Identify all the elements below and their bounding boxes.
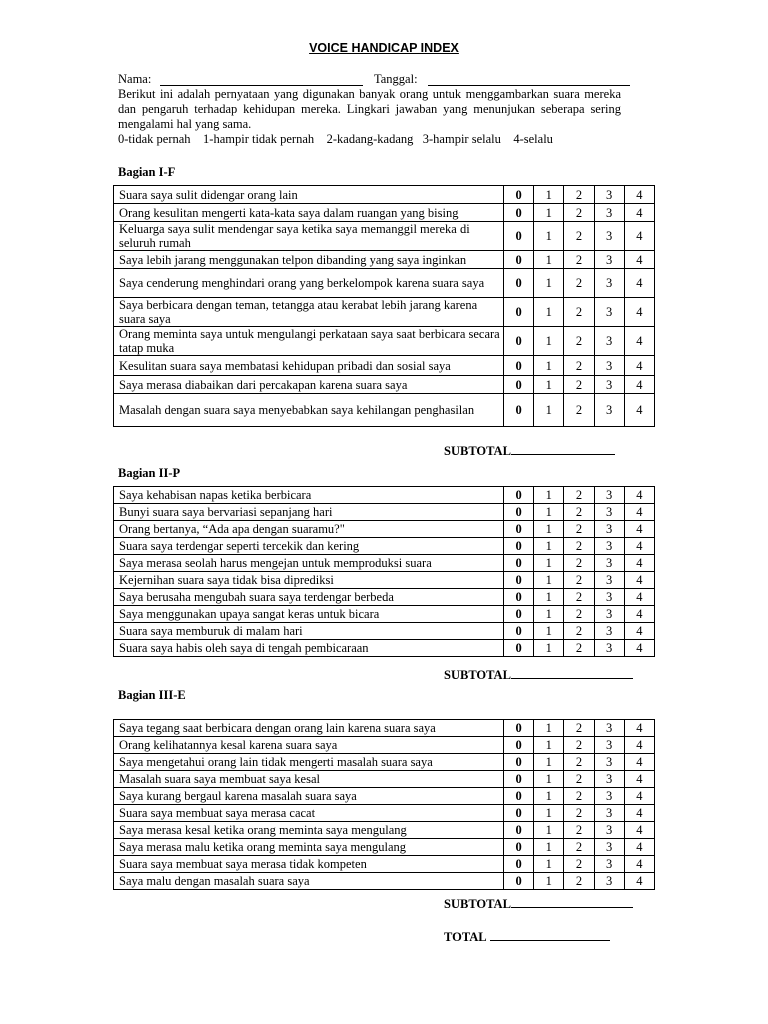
- subtotal-label: SUBTOTAL: [444, 668, 511, 682]
- question-row: [114, 298, 655, 327]
- question-text: Suara saya membuat saya merasa cacat: [114, 805, 504, 822]
- option-3[interactable]: 3: [594, 222, 624, 251]
- option-0[interactable]: 0: [504, 269, 534, 298]
- name-date-row: [118, 72, 621, 87]
- question-row: [114, 204, 655, 222]
- option-1[interactable]: 1: [534, 487, 564, 504]
- option-2[interactable]: 2: [564, 572, 594, 589]
- option-4[interactable]: 4: [624, 873, 654, 890]
- option-3[interactable]: 3: [594, 572, 624, 589]
- question-row: [114, 788, 655, 805]
- option-3[interactable]: 3: [594, 356, 624, 376]
- question-row: [114, 572, 655, 589]
- option-0[interactable]: 0: [504, 788, 534, 805]
- question-row: [114, 327, 655, 356]
- option-1[interactable]: 1: [534, 606, 564, 623]
- option-1[interactable]: 1: [534, 856, 564, 873]
- option-0[interactable]: 0: [504, 298, 534, 327]
- option-3[interactable]: 3: [594, 521, 624, 538]
- subtotal-field[interactable]: [511, 896, 633, 908]
- question-row: [114, 822, 655, 839]
- option-2[interactable]: 2: [564, 521, 594, 538]
- page-title: VOICE HANDICAP INDEX: [309, 41, 459, 55]
- question-row: [114, 222, 655, 251]
- option-3[interactable]: 3: [594, 504, 624, 521]
- option-1[interactable]: 1: [534, 788, 564, 805]
- option-0[interactable]: 0: [504, 640, 534, 657]
- option-3[interactable]: 3: [594, 487, 624, 504]
- option-2[interactable]: 2: [564, 754, 594, 771]
- option-2[interactable]: 2: [564, 805, 594, 822]
- question-table-1: [113, 185, 655, 427]
- date-label: Tanggal:: [374, 72, 418, 86]
- option-3[interactable]: 3: [594, 856, 624, 873]
- option-3[interactable]: 3: [594, 555, 624, 572]
- option-1[interactable]: 1: [534, 376, 564, 394]
- option-4[interactable]: 4: [624, 327, 654, 356]
- option-2[interactable]: 2: [564, 873, 594, 890]
- option-3[interactable]: 3: [594, 873, 624, 890]
- name-label: Nama:: [118, 72, 152, 86]
- option-0[interactable]: 0: [504, 737, 534, 754]
- question-row: [114, 521, 655, 538]
- question-row: [114, 737, 655, 754]
- option-3[interactable]: 3: [594, 720, 624, 737]
- option-1[interactable]: 1: [534, 538, 564, 555]
- question-row: [114, 394, 655, 427]
- option-1[interactable]: 1: [534, 521, 564, 538]
- option-0[interactable]: 0: [504, 222, 534, 251]
- question-text: Saya kurang bergaul karena masalah suara saya: [114, 788, 504, 805]
- option-3[interactable]: 3: [594, 771, 624, 788]
- option-4[interactable]: 4: [624, 788, 654, 805]
- total-label: TOTAL: [444, 930, 487, 944]
- option-0[interactable]: 0: [504, 606, 534, 623]
- option-1[interactable]: 1: [534, 720, 564, 737]
- question-text: Orang bertanya, “Ada apa dengan suaramu?": [114, 521, 504, 538]
- option-4[interactable]: 4: [624, 269, 654, 298]
- section-heading-1: Bagian I-F: [118, 165, 176, 179]
- option-4[interactable]: 4: [624, 805, 654, 822]
- option-4[interactable]: 4: [624, 204, 654, 222]
- question-text: Saya mengetahui orang lain tidak mengerti masalah suara saya: [114, 754, 504, 771]
- subtotal-1: [444, 443, 615, 459]
- option-0[interactable]: 0: [504, 839, 534, 856]
- option-2[interactable]: 2: [564, 788, 594, 805]
- question-row: [114, 504, 655, 521]
- question-text: Kejernihan suara saya tidak bisa diprediksi: [114, 572, 504, 589]
- question-row: [114, 839, 655, 856]
- option-1[interactable]: 1: [534, 873, 564, 890]
- option-1[interactable]: 1: [534, 251, 564, 269]
- question-text: Kesulitan suara saya membatasi kehidupan pribadi dan sosial saya: [114, 356, 504, 376]
- rating-scale: 0-tidak pernah 1-hampir tidak pernah 2-kadang-kadang 3-hampir selalu 4-selalu: [118, 132, 553, 146]
- question-text: Suara saya terdengar seperti tercekik dan kering: [114, 538, 504, 555]
- question-row: [114, 856, 655, 873]
- option-3[interactable]: 3: [594, 251, 624, 269]
- option-1[interactable]: 1: [534, 269, 564, 298]
- option-1[interactable]: 1: [534, 737, 564, 754]
- question-row: [114, 269, 655, 298]
- option-2[interactable]: 2: [564, 269, 594, 298]
- option-3[interactable]: 3: [594, 822, 624, 839]
- option-3[interactable]: 3: [594, 788, 624, 805]
- option-0[interactable]: 0: [504, 771, 534, 788]
- option-1[interactable]: 1: [534, 298, 564, 327]
- option-1[interactable]: 1: [534, 822, 564, 839]
- question-row: [114, 720, 655, 737]
- subtotal-label: SUBTOTAL: [444, 897, 511, 911]
- option-0[interactable]: 0: [504, 521, 534, 538]
- option-3[interactable]: 3: [594, 327, 624, 356]
- option-4[interactable]: 4: [624, 856, 654, 873]
- option-4[interactable]: 4: [624, 538, 654, 555]
- option-0[interactable]: 0: [504, 623, 534, 640]
- question-text: Saya merasa seolah harus mengejan untuk memproduksi suara: [114, 555, 504, 572]
- question-row: [114, 771, 655, 788]
- option-1[interactable]: 1: [534, 327, 564, 356]
- question-text: Saya berbicara dengan teman, tetangga atau kerabat lebih jarang karena suara saya: [114, 298, 504, 327]
- option-4[interactable]: 4: [624, 376, 654, 394]
- option-0[interactable]: 0: [504, 589, 534, 606]
- question-row: [114, 640, 655, 657]
- option-3[interactable]: 3: [594, 538, 624, 555]
- option-2[interactable]: 2: [564, 186, 594, 204]
- question-text: Suara saya habis oleh saya di tengah pembicaraan: [114, 640, 504, 657]
- option-2[interactable]: 2: [564, 720, 594, 737]
- question-text: Saya merasa kesal ketika orang meminta saya mengulang: [114, 822, 504, 839]
- option-2[interactable]: 2: [564, 589, 594, 606]
- option-0[interactable]: 0: [504, 572, 534, 589]
- option-4[interactable]: 4: [624, 186, 654, 204]
- question-text: Orang meminta saya untuk mengulangi perkataan saya saat berbicara secara tatap muka: [114, 327, 504, 356]
- option-2[interactable]: 2: [564, 737, 594, 754]
- option-2[interactable]: 2: [564, 640, 594, 657]
- option-4[interactable]: 4: [624, 356, 654, 376]
- name-field[interactable]: [160, 85, 363, 86]
- question-text: Saya merasa malu ketika orang meminta saya mengulang: [114, 839, 504, 856]
- option-2[interactable]: 2: [564, 298, 594, 327]
- option-2[interactable]: 2: [564, 356, 594, 376]
- total-field[interactable]: [490, 929, 610, 941]
- question-row: [114, 805, 655, 822]
- option-2[interactable]: 2: [564, 856, 594, 873]
- option-2[interactable]: 2: [564, 623, 594, 640]
- option-0[interactable]: 0: [504, 754, 534, 771]
- question-row: [114, 589, 655, 606]
- option-2[interactable]: 2: [564, 394, 594, 427]
- question-text: Suara saya memburuk di malam hari: [114, 623, 504, 640]
- question-row: [114, 623, 655, 640]
- option-3[interactable]: 3: [594, 754, 624, 771]
- question-row: [114, 356, 655, 376]
- option-3[interactable]: 3: [594, 376, 624, 394]
- option-0[interactable]: 0: [504, 487, 534, 504]
- question-text: Masalah dengan suara saya menyebabkan saya kehilangan penghasilan: [114, 394, 504, 427]
- option-4[interactable]: 4: [624, 720, 654, 737]
- total: [444, 929, 610, 945]
- option-0[interactable]: 0: [504, 538, 534, 555]
- question-row: [114, 376, 655, 394]
- question-text: Orang kesulitan mengerti kata-kata saya dalam ruangan yang bising: [114, 204, 504, 222]
- option-4[interactable]: 4: [624, 251, 654, 269]
- question-text: Suara saya membuat saya merasa tidak kompeten: [114, 856, 504, 873]
- option-4[interactable]: 4: [624, 754, 654, 771]
- option-4[interactable]: 4: [624, 555, 654, 572]
- option-1[interactable]: 1: [534, 204, 564, 222]
- section-heading-2: Bagian II-P: [118, 466, 181, 480]
- option-2[interactable]: 2: [564, 771, 594, 788]
- option-0[interactable]: 0: [504, 873, 534, 890]
- form-header: [118, 72, 621, 147]
- option-0[interactable]: 0: [504, 720, 534, 737]
- option-3[interactable]: 3: [594, 839, 624, 856]
- question-text: Saya kehabisan napas ketika berbicara: [114, 487, 504, 504]
- option-4[interactable]: 4: [624, 521, 654, 538]
- option-3[interactable]: 3: [594, 298, 624, 327]
- option-4[interactable]: 4: [624, 487, 654, 504]
- option-0[interactable]: 0: [504, 822, 534, 839]
- option-4[interactable]: 4: [624, 737, 654, 754]
- option-0[interactable]: 0: [504, 376, 534, 394]
- instructions: Berikut ini adalah pernyataan yang digunakan banyak orang untuk menggambarkan suara mereka dan pengaruh terhadap kehidupan mereka. Lingkari jawaban yang menunjukan seberapa sering mengalami hal yang sama.: [118, 87, 621, 131]
- option-4[interactable]: 4: [624, 222, 654, 251]
- option-1[interactable]: 1: [534, 555, 564, 572]
- question-text: Saya menggunakan upaya sangat keras untuk bicara: [114, 606, 504, 623]
- option-1[interactable]: 1: [534, 754, 564, 771]
- option-3[interactable]: 3: [594, 186, 624, 204]
- option-2[interactable]: 2: [564, 822, 594, 839]
- option-1[interactable]: 1: [534, 356, 564, 376]
- question-table-2: [113, 486, 655, 657]
- option-1[interactable]: 1: [534, 572, 564, 589]
- option-4[interactable]: 4: [624, 771, 654, 788]
- option-3[interactable]: 3: [594, 640, 624, 657]
- option-1[interactable]: 1: [534, 640, 564, 657]
- option-3[interactable]: 3: [594, 805, 624, 822]
- option-0[interactable]: 0: [504, 805, 534, 822]
- option-1[interactable]: 1: [534, 222, 564, 251]
- option-2[interactable]: 2: [564, 839, 594, 856]
- option-0[interactable]: 0: [504, 251, 534, 269]
- option-4[interactable]: 4: [624, 394, 654, 427]
- option-2[interactable]: 2: [564, 327, 594, 356]
- option-4[interactable]: 4: [624, 589, 654, 606]
- question-text: Saya tegang saat berbicara dengan orang lain karena suara saya: [114, 720, 504, 737]
- question-row: [114, 606, 655, 623]
- question-row: [114, 487, 655, 504]
- option-0[interactable]: 0: [504, 186, 534, 204]
- question-text: Saya berusaha mengubah suara saya terdengar berbeda: [114, 589, 504, 606]
- question-text: Bunyi suara saya bervariasi sepanjang hari: [114, 504, 504, 521]
- option-4[interactable]: 4: [624, 572, 654, 589]
- question-text: Masalah suara saya membuat saya kesal: [114, 771, 504, 788]
- option-0[interactable]: 0: [504, 394, 534, 427]
- subtotal-label: SUBTOTAL: [444, 444, 511, 458]
- subtotal-field[interactable]: [511, 667, 633, 679]
- question-row: [114, 555, 655, 572]
- question-text: Keluarga saya sulit mendengar saya ketika saya memanggil mereka di seluruh rumah: [114, 222, 504, 251]
- option-4[interactable]: 4: [624, 298, 654, 327]
- question-row: [114, 186, 655, 204]
- option-4[interactable]: 4: [624, 504, 654, 521]
- option-0[interactable]: 0: [504, 204, 534, 222]
- option-1[interactable]: 1: [534, 186, 564, 204]
- option-3[interactable]: 3: [594, 737, 624, 754]
- question-text: Saya cenderung menghindari orang yang berkelompok karena suara saya: [114, 269, 504, 298]
- option-4[interactable]: 4: [624, 822, 654, 839]
- option-3[interactable]: 3: [594, 606, 624, 623]
- subtotal-field[interactable]: [511, 443, 615, 455]
- option-3[interactable]: 3: [594, 623, 624, 640]
- option-0[interactable]: 0: [504, 555, 534, 572]
- option-1[interactable]: 1: [534, 839, 564, 856]
- question-table-3: [113, 719, 655, 890]
- question-text: Saya merasa diabaikan dari percakapan karena suara saya: [114, 376, 504, 394]
- option-2[interactable]: 2: [564, 555, 594, 572]
- option-2[interactable]: 2: [564, 222, 594, 251]
- question-text: Saya malu dengan masalah suara saya: [114, 873, 504, 890]
- question-row: [114, 538, 655, 555]
- option-0[interactable]: 0: [504, 356, 534, 376]
- question-text: Orang kelihatannya kesal karena suara saya: [114, 737, 504, 754]
- option-1[interactable]: 1: [534, 394, 564, 427]
- question-row: [114, 251, 655, 269]
- option-2[interactable]: 2: [564, 376, 594, 394]
- option-3[interactable]: 3: [594, 269, 624, 298]
- subtotal-2: [444, 667, 633, 683]
- question-text: Suara saya sulit didengar orang lain: [114, 186, 504, 204]
- option-4[interactable]: 4: [624, 839, 654, 856]
- option-4[interactable]: 4: [624, 640, 654, 657]
- option-3[interactable]: 3: [594, 204, 624, 222]
- option-4[interactable]: 4: [624, 606, 654, 623]
- option-0[interactable]: 0: [504, 327, 534, 356]
- option-2[interactable]: 2: [564, 538, 594, 555]
- option-2[interactable]: 2: [564, 606, 594, 623]
- option-4[interactable]: 4: [624, 623, 654, 640]
- section-heading-3: Bagian III-E: [118, 688, 186, 702]
- question-row: [114, 754, 655, 771]
- question-text: Saya lebih jarang menggunakan telpon dibanding yang saya inginkan: [114, 251, 504, 269]
- option-1[interactable]: 1: [534, 771, 564, 788]
- option-0[interactable]: 0: [504, 856, 534, 873]
- subtotal-3: [444, 896, 633, 912]
- option-2[interactable]: 2: [564, 504, 594, 521]
- option-1[interactable]: 1: [534, 623, 564, 640]
- option-2[interactable]: 2: [564, 251, 594, 269]
- option-1[interactable]: 1: [534, 589, 564, 606]
- option-1[interactable]: 1: [534, 805, 564, 822]
- option-3[interactable]: 3: [594, 589, 624, 606]
- option-2[interactable]: 2: [564, 204, 594, 222]
- option-3[interactable]: 3: [594, 394, 624, 427]
- date-field[interactable]: [428, 85, 630, 86]
- option-1[interactable]: 1: [534, 504, 564, 521]
- question-row: [114, 873, 655, 890]
- option-2[interactable]: 2: [564, 487, 594, 504]
- option-0[interactable]: 0: [504, 504, 534, 521]
